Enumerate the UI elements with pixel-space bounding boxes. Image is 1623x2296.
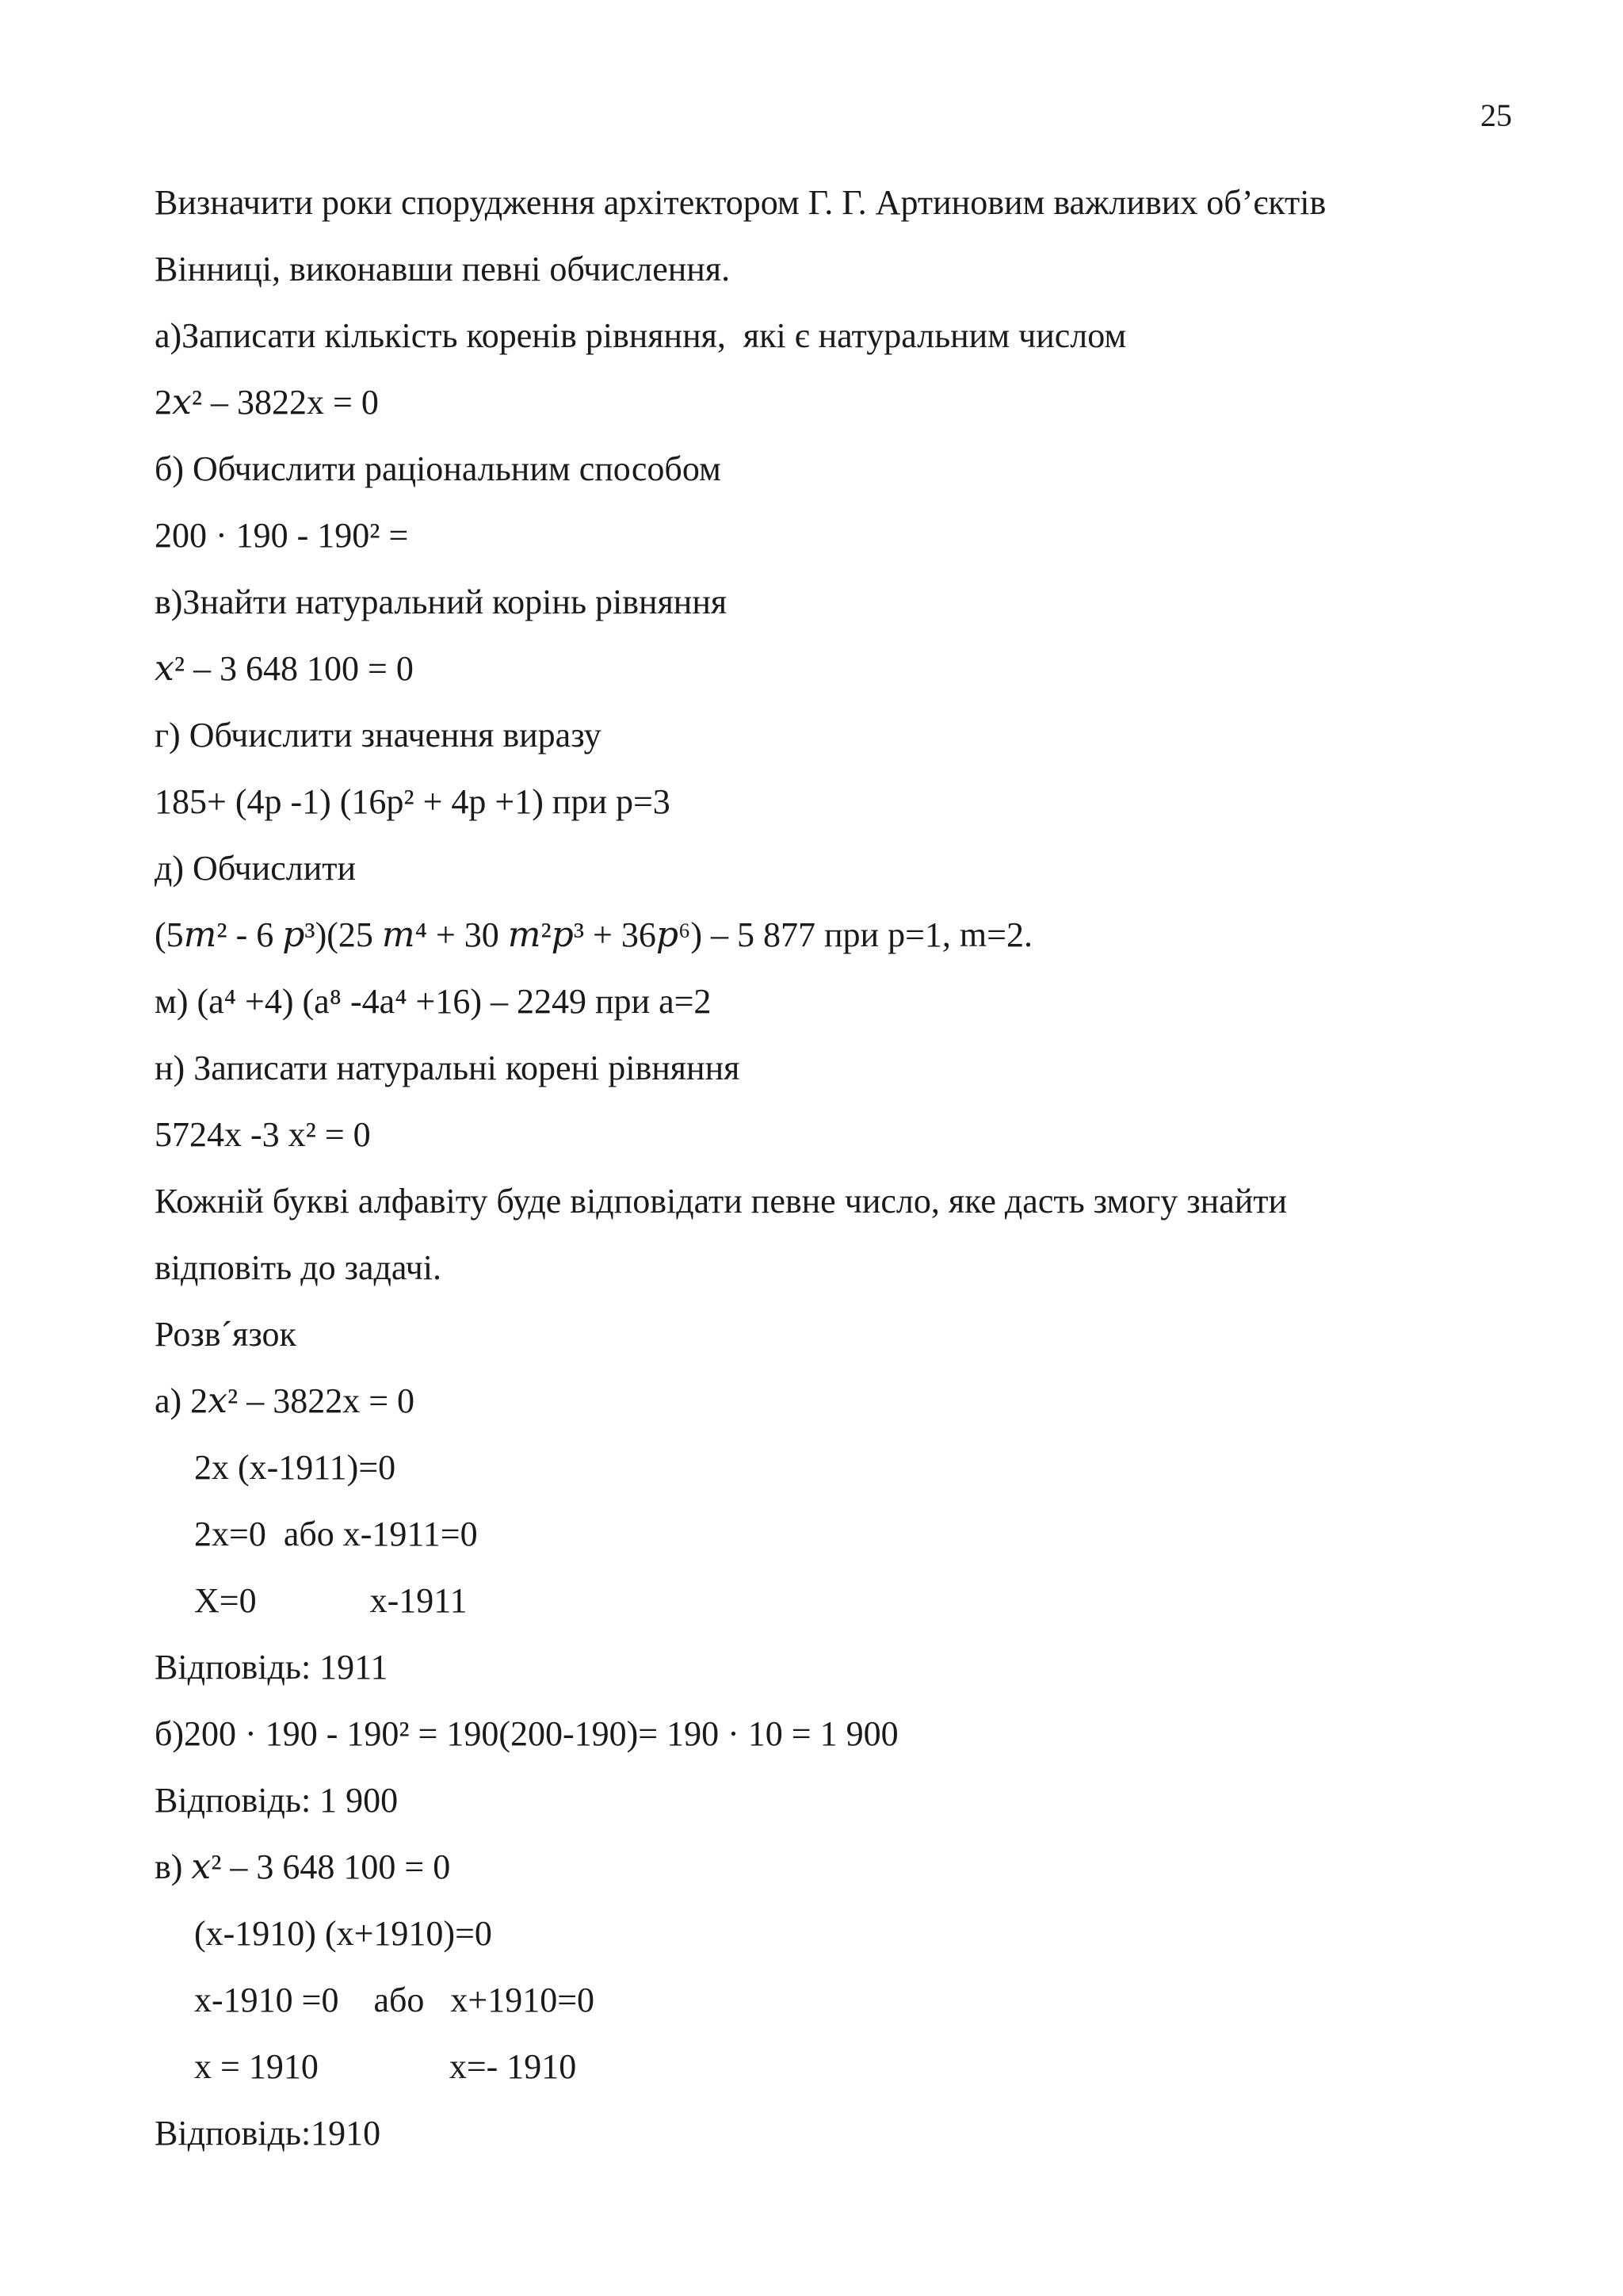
task-g: г) Обчислити значення виразу xyxy=(155,716,601,755)
solution-v-step: (x-1910) (x+1910)=0 xyxy=(194,1914,492,1953)
solution-a: а) 2𝑥² – 3822x = 0 xyxy=(155,1381,415,1420)
solution-a-step: X=0 x-1911 xyxy=(194,1581,468,1620)
task-d: д) Обчислити xyxy=(155,849,357,888)
equation-a: 2𝑥² – 3822x = 0 xyxy=(155,383,379,422)
equation-n: 5724x -3 x² = 0 xyxy=(155,1115,371,1154)
text-line: відповіть до задачі. xyxy=(155,1248,442,1287)
task-n: н) Записати натуральні корені рівняння xyxy=(155,1049,740,1087)
expression-g: 185+ (4p -1) (16p² + 4p +1) при p=3 xyxy=(155,782,670,821)
expression-b: 200 · 190 - 190² = xyxy=(155,516,409,555)
equation-v: 𝑥² – 3 648 100 = 0 xyxy=(155,649,414,688)
text-line: Вінниці, виконавши певні обчислення. xyxy=(155,250,731,288)
solution-v-step: x = 1910 x=- 1910 xyxy=(194,2047,577,2086)
expression-d: (5𝑚² - 6 𝑝³)(25 𝑚⁴ + 30 𝑚²𝑝³ + 36𝑝⁶) – 5 877 при p=1, m=2. xyxy=(155,915,1033,954)
task-b: б) Обчислити раціональним способом xyxy=(155,449,721,488)
solution-b: б)200 · 190 - 190² = 190(200-190)= 190 · 10 = 1 900 xyxy=(155,1714,899,1753)
solution-a-step: 2x (x-1911)=0 xyxy=(194,1448,396,1487)
text-line: Визначити роки спорудження архітектором Г. Г. Артиновим важливих об’єктів xyxy=(155,183,1327,222)
expression-m: м) (a⁴ +4) (a⁸ -4a⁴ +16) – 2249 при a=2 xyxy=(155,982,712,1021)
task-a: а)Записати кількість коренів рівняння, які є натуральним числом xyxy=(155,316,1127,355)
solution-a-step: 2x=0 або x-1911=0 xyxy=(194,1515,478,1553)
answer-b: Відповідь: 1 900 xyxy=(155,1781,399,1820)
text-line: Кожній букві алфавіту буде відповідати певне число, яке дасть змогу знайти xyxy=(155,1182,1288,1221)
solution-heading: Розв´язок xyxy=(155,1315,296,1354)
solution-v-step: x-1910 =0 або x+1910=0 xyxy=(194,1981,595,2019)
answer-v: Відповідь:1910 xyxy=(155,2114,381,2153)
page-number: 25 xyxy=(1480,97,1512,133)
solution-v: в) 𝑥² – 3 648 100 = 0 xyxy=(155,1847,451,1886)
task-v: в)Знайти натуральний корінь рівняння xyxy=(155,583,727,621)
document-body xyxy=(155,170,1502,2167)
answer-a: Відповідь: 1911 xyxy=(155,1648,388,1687)
